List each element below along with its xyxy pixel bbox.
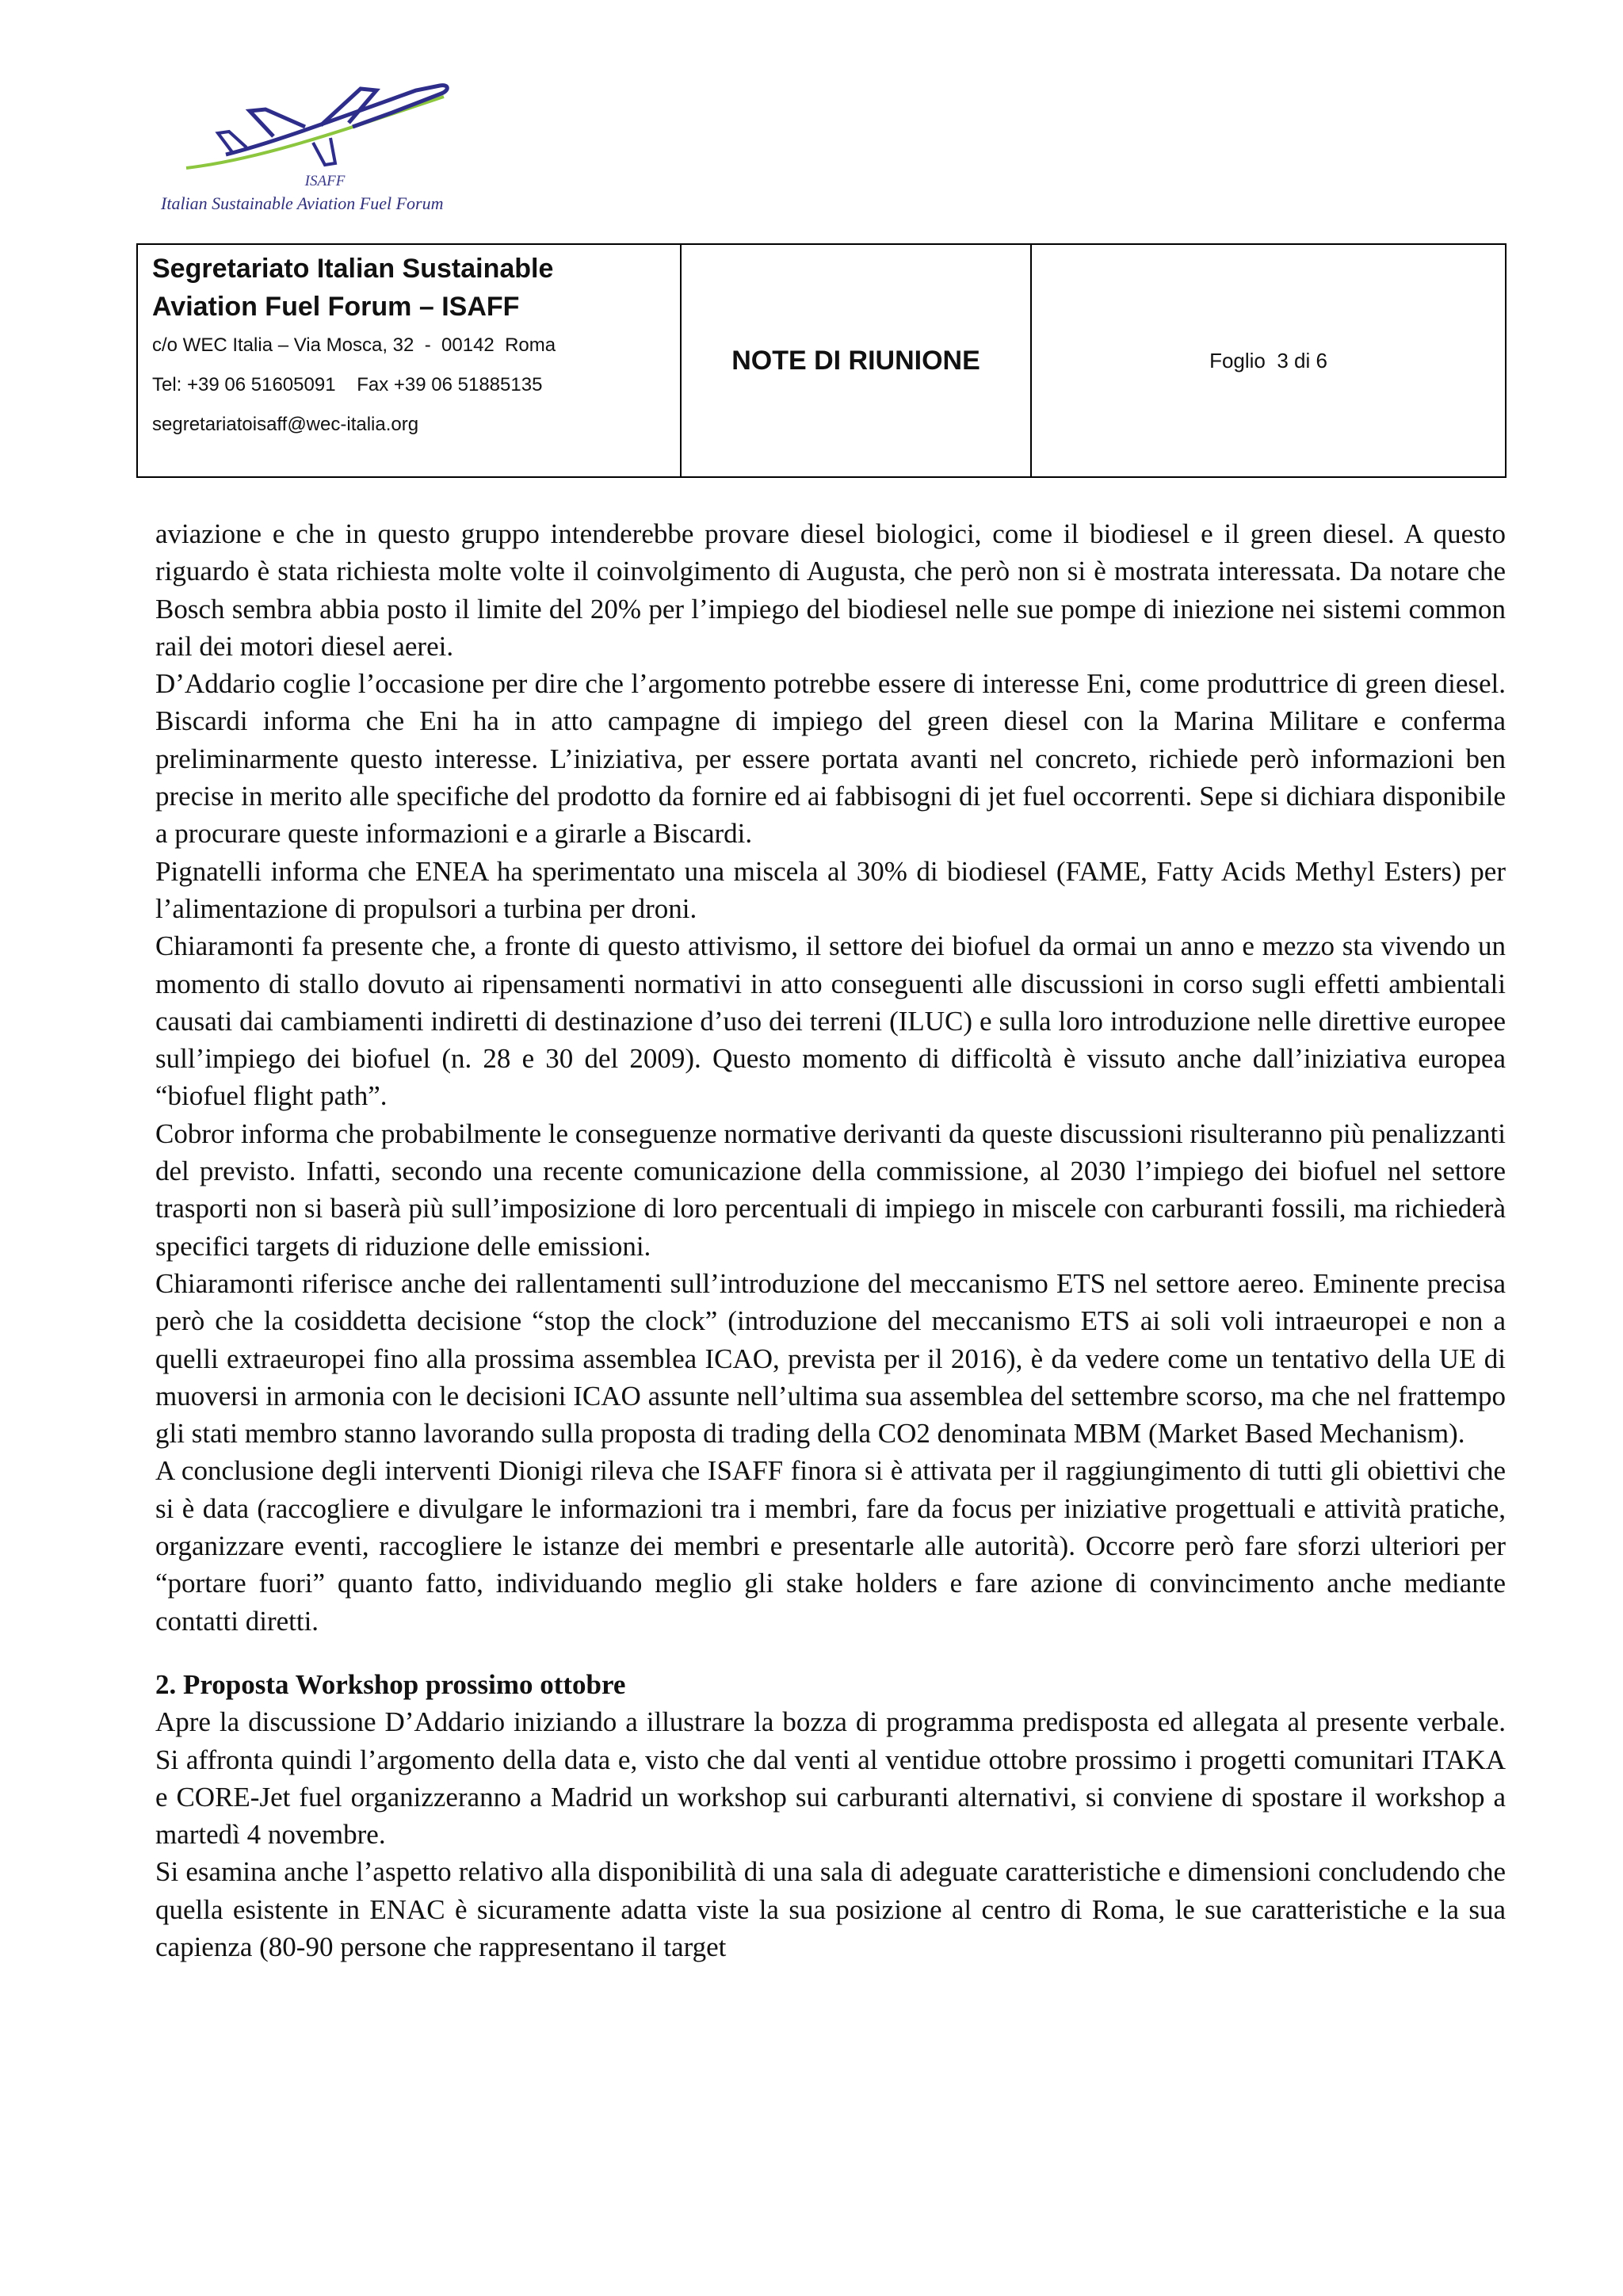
paragraph: Apre la discussione D’Addario iniziando a illustrare la bozza di programma predisposta ed allegata al presente verbale. Si affronta quindi l’argomento della data e, visto che dal venti al ventidue ottobre prossimo i progetti comunitari ITAKA e CORE-Jet fuel organizzeranno a Madrid un workshop sui carburanti alternativi, si conviene di spostare il workshop a martedì 4 novembre. — [155, 1706, 1506, 1851]
org-title-line1: Segretariato Italian Sustainable — [152, 254, 554, 284]
paragraph: Cobror informa che probabilmente le conseguenze normative derivanti da queste discussioni risulteranno più penalizzanti del previsto. Infatti, secondo una recente comunicazione della commissione, al 2030 l’impiego dei biofuel nel settore trasporti non si baserà più sull’imposizione di loro percentuali di impiego in miscele con carburanti fossili, ma richiederà specifici targets di riduzione delle emissioni. — [155, 1117, 1506, 1262]
paragraph: Pignatelli informa che ENEA ha sperimentato una miscela al 30% di biodiesel (FAME, Fatty Acids Methyl Esters) per l’alimentazione di propulsori a turbina per droni. — [155, 855, 1506, 924]
body-text — [155, 515, 1506, 1966]
org-info-cell — [138, 245, 682, 476]
paragraph: D’Addario coglie l’occasione per dire che l’argomento potrebbe essere di interesse Eni, come produttrice di green diesel. Biscardi informa che Eni ha in atto campagne di impiego del green diesel con la Marina Militare e conferma preliminarmente questo interesse. L’iniziativa, per essere portata avanti nel concreto, richiede però informazioni ben precise in merito alle specifiche del prodotto da fornire ed ai fabbisogni di jet fuel occorrenti. Sepe si dichiara disponibile a procurare queste informazioni e a girarle a Biscardi. — [155, 668, 1506, 850]
org-title-line2: Aviation Fuel Forum – ISAFF — [152, 292, 520, 322]
org-email: segretariatoisaff@wec-italia.org — [152, 414, 419, 435]
airplane-logo-icon — [155, 79, 472, 174]
logo-subtitle: Italian Sustainable Aviation Fuel Forum — [161, 193, 444, 213]
doc-title-cell — [682, 245, 1032, 476]
doc-title: NOTE DI RIUNIONE — [731, 345, 980, 376]
page-number: Foglio 3 di 6 — [1209, 348, 1327, 372]
section-heading: 2. Proposta Workshop prossimo ottobre — [155, 1668, 626, 1700]
paragraph: Chiaramonti fa presente che, a fronte di questo attivismo, il settore dei biofuel da ormai un anno e mezzo sta vivendo un momento di stallo dovuto ai ripensamenti normativi in atto conseguenti alle discussioni in corso sugli effetti ambientali causati dai cambiamenti indiretti di destinazione d’uso dei terreni (ILUC) e sulla loro introduzione nelle direttive europee sull’impiego dei biofuel (n. 28 e 30 del 2009). Questo momento di difficoltà è vissuto anche dall’iniziativa europea “biofuel flight path”. — [155, 930, 1506, 1112]
org-phone-fax: Tel: +39 06 51605091 Fax +39 06 51885135 — [152, 374, 543, 395]
page-number-cell — [1032, 245, 1505, 476]
paragraph: A conclusione degli interventi Dionigi rileva che ISAFF finora si è attivata per il raggiungimento di tutti gli obiettivi che si è data (raccogliere e divulgare le informazioni tra i membri, fare da focus per iniziative progettuali e attività pratiche, organizzare eventi, raccogliere le istanze dei membri e presentarle alle autorità). Occorre però fare sforzi ulteriori per “portare fuori” quanto fatto, individuando meglio gli stake holders e fare azione di convincimento anche mediante contatti diretti. — [155, 1455, 1506, 1637]
paragraph: Chiaramonti riferisce anche dei rallentamenti sull’introduzione del meccanismo ETS nel settore aereo. Eminente precisa però che la cosiddetta decisione “stop the clock” (introduzione del meccanismo ETS ai soli voli intraeuropei e non a quelli extraeuropei fino alla prossima assemblea ICAO, prevista per il 2016), è da vedere come un tentativo della UE di muoversi in armonia con le decisioni ICAO assunte nell’ultima sua assemblea del settembre scorso, ma che nel frattempo gli stati membro stanno lavorando sulla proposta di trading della CO2 denominata MBM (Market Based Mechanism). — [155, 1267, 1506, 1450]
paragraph: aviazione e che in questo gruppo intenderebbe provare diesel biologici, come il biodiesel e il green diesel. A questo riguardo è stata richiesta molte volte il coinvolgimento di Augusta, che però non si è mostrata interessata. Da notare che Bosch sembra abbia posto il limite del 20% per l’impiego del biodiesel nelle sue pompe di iniezione nei sistemi common rail dei motori diesel aerei. — [155, 518, 1506, 662]
isaff-logo — [155, 79, 472, 230]
header-table — [136, 243, 1507, 478]
paragraph: Si esamina anche l’aspetto relativo alla disponibilità di una sala di adeguate caratteristiche e dimensioni concludendo che quella esistente in ENAC è sicuramente adatta viste la sua posizione al centro di Roma, le sue caratteristiche e la sua capienza (80-90 persone che rappresentano il target — [155, 1856, 1506, 1962]
logo-name: ISAFF — [304, 173, 346, 189]
org-address: c/o WEC Italia – Via Mosca, 32 - 00142 Roma — [152, 334, 556, 356]
